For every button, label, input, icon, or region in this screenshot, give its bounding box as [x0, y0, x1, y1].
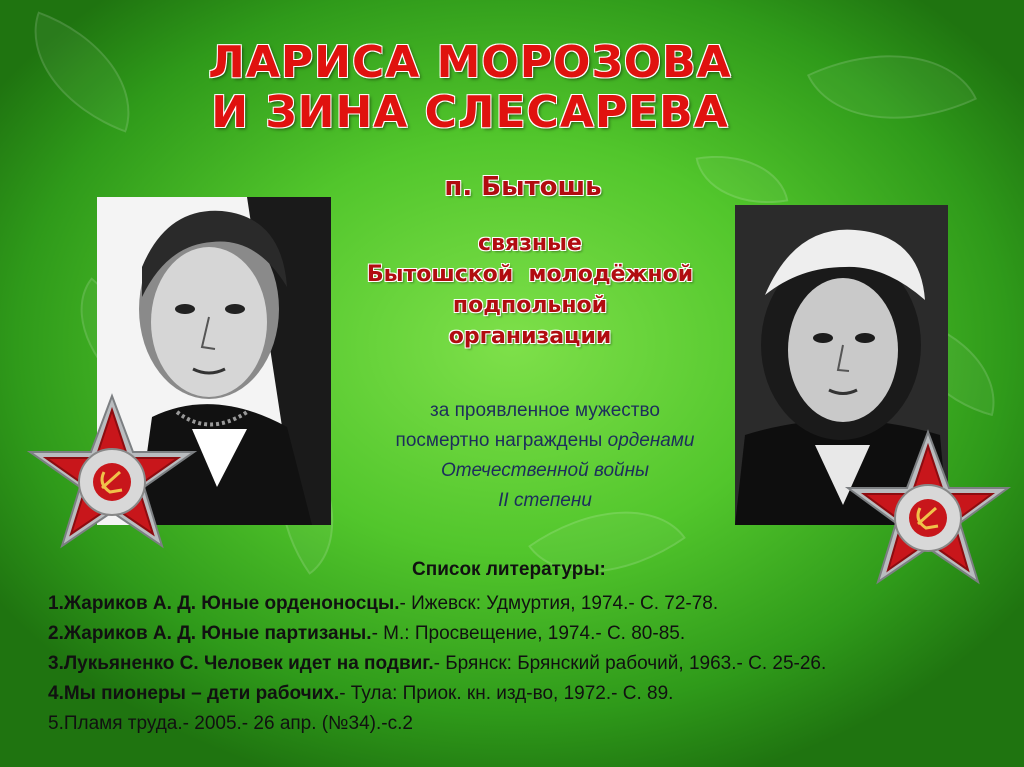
- references-heading: Список литературы:: [412, 559, 606, 580]
- reference-item: 5.Пламя труда.- 2005.- 26 апр. (№34).-с.2: [48, 713, 413, 734]
- reference-item: 2.Жариков А. Д. Юные партизаны.- М.: Просвещение, 1974.- С. 80-85.: [48, 623, 686, 644]
- reference-item: 1.Жариков А. Д. Юные орденоносцы.- Ижевск: Удмуртия, 1974.- С. 72-78.: [48, 593, 719, 614]
- title-line-2: И ЗИНА СЛЕСАРЕВА: [211, 87, 729, 138]
- title-line-1: ЛАРИСА МОРОЗОВА: [208, 37, 732, 88]
- award-line-4: II степени: [498, 490, 592, 511]
- references-list: [48, 589, 1008, 739]
- order-of-patriotic-war-icon: [18, 392, 206, 572]
- reference-item: 3.Лукьяненко С. Человек идет на подвиг.- Брянск: Брянский рабочий, 1963.- С. 25-26.: [48, 653, 827, 674]
- order-of-patriotic-war-icon-right: [838, 428, 1018, 608]
- award-line-2-plain: посмертно награждены: [395, 430, 608, 451]
- role-line-3: подпольной: [452, 293, 608, 318]
- role-line-4: организации: [448, 324, 612, 349]
- award-text: [335, 396, 755, 516]
- award-line-2-italic: орденами: [607, 430, 695, 451]
- award-line-1: за проявленное мужество: [430, 400, 660, 421]
- award-line-2: [335, 426, 755, 456]
- page-title: [160, 38, 780, 138]
- role-line-2: Бытошской молодёжной: [366, 262, 694, 287]
- role-description: [340, 228, 720, 352]
- role-line-1: связные: [478, 231, 582, 256]
- place-label: п. Бытошь: [444, 172, 602, 202]
- award-line-3: Отечественной войны: [440, 460, 650, 481]
- reference-item: 4.Мы пионеры – дети рабочих.- Тула: Приок. кн. изд-во, 1972.- С. 89.: [48, 683, 674, 704]
